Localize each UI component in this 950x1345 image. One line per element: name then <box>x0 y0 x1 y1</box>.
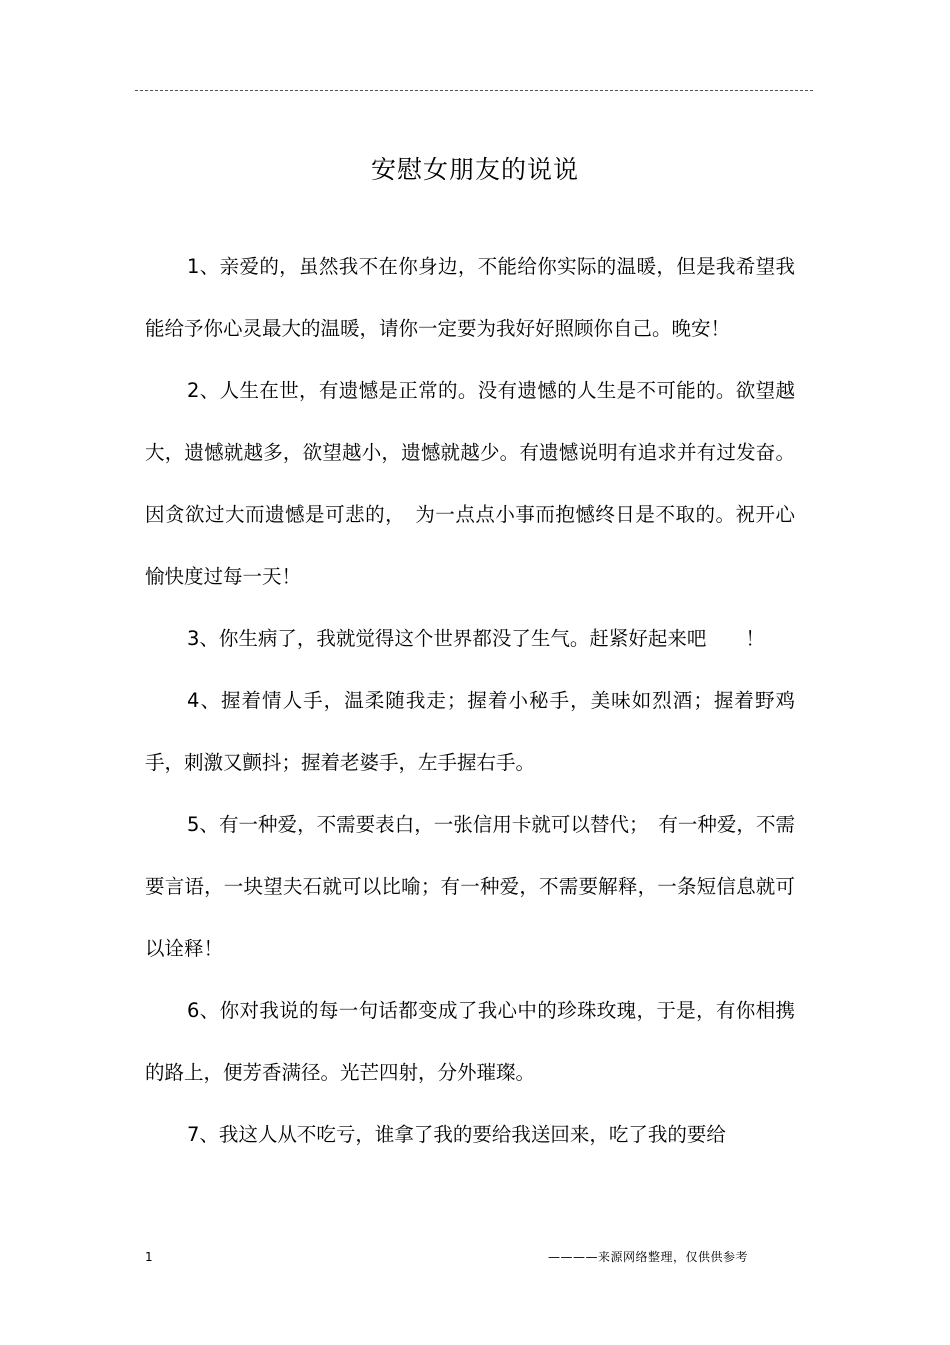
paragraph-4: 4、握着情人手，温柔随我走；握着小秘手，美味如烈酒；握着野鸡手，刺激又颤抖；握着老婆手，左手握右手。 <box>145 689 795 774</box>
paragraph-3: 3、你生病了，我就觉得这个世界都没了生气。赶紧好起来吧 ！ <box>187 627 765 650</box>
footer-source-note: ————来源网络整理，仅供供参考 <box>548 1250 749 1264</box>
document-title: 安慰女朋友的说说 <box>370 155 579 184</box>
footer-page-number: 1 <box>145 1250 153 1264</box>
paragraph-1: 1、亲爱的，虽然我不在你身边，不能给你实际的温暖，但是我希望我能给予你心灵最大的温暖，请你一定要为我好好照顾你自己。晚安！ <box>145 255 795 340</box>
paragraph-2: 2、人生在世，有遗憾是正常的。没有遗憾的人生是不可能的。欲望越大，遗憾就越多，欲望越小，遗憾就越少。有遗憾说明有追求并有过发奋。因贪欲过大而遗憾是可悲的， 为一点点小事而抱憾终日是不取的。祝开心愉快度过每一天！ <box>145 379 795 588</box>
paragraph-7: 7、我这人从不吃亏，谁拿了我的要给我送回来，吃了我的要给 <box>187 1123 726 1146</box>
header-dashed-rule <box>135 90 813 91</box>
document-body <box>145 236 795 1166</box>
paragraph-6: 6、你对我说的每一句话都变成了我心中的珍珠玫瑰，于是，有你相携的路上，便芳香满径。光芒四射，分外璀璨。 <box>145 999 795 1084</box>
paragraph-5: 5、有一种爱，不需要表白，一张信用卡就可以替代； 有一种爱，不需要言语，一块望夫石就可以比喻；有一种爱，不需要解释，一条短信息就可以诠释！ <box>145 813 795 960</box>
